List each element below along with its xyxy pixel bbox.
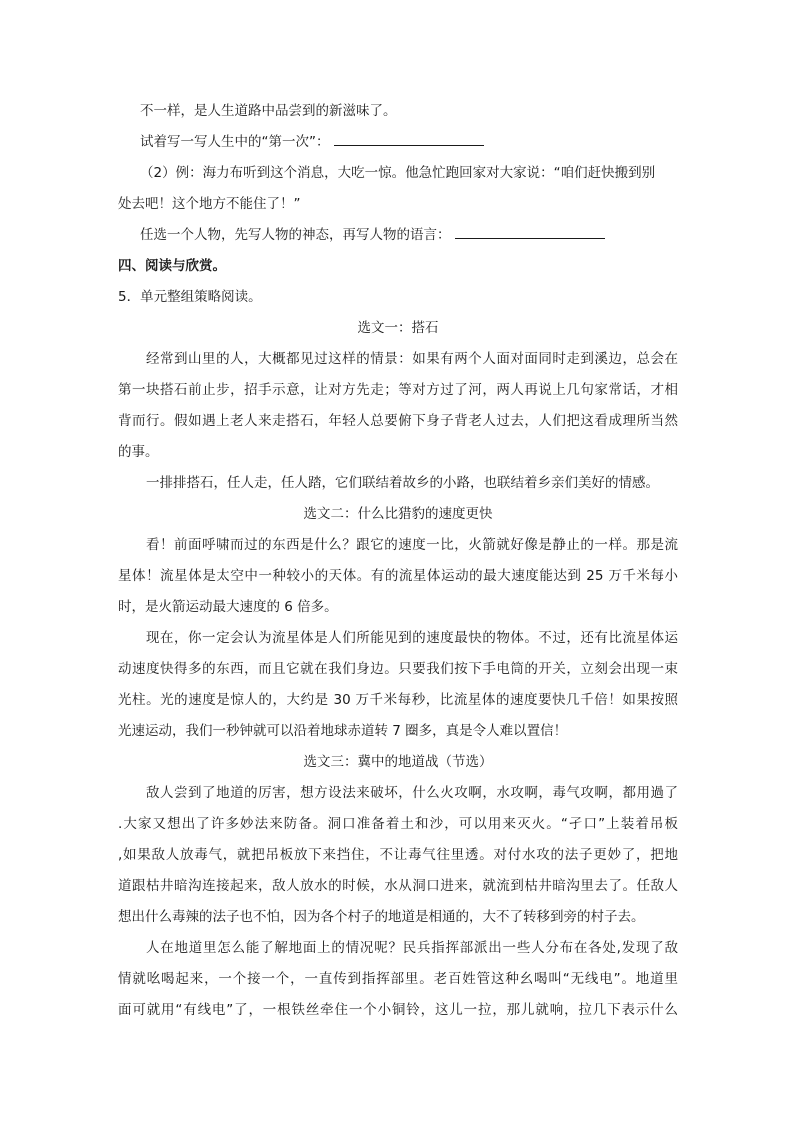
paragraph-line: 经常到山里的人，大概都见过这样的情景：如果有两个人面对面同时走到溪边，总会在 xyxy=(146,351,678,367)
question-number: 5．单元整组策略阅读。 xyxy=(118,289,262,305)
text-line: （2）例：海力布听到这个消息，大吃一惊。他急忙跑回家对大家说：“咱们赶快搬到别 xyxy=(140,165,656,181)
section-heading: 四、阅读与欣赏。 xyxy=(118,258,226,274)
paragraph-line: 背而行。假如遇上老人来走搭石，年轻人总要俯下身子背老人过去，人们把这看成理所当然 xyxy=(118,413,678,429)
document-page xyxy=(118,96,678,1026)
paragraph-line: 时，是火箭运动最大速度的 6 倍多。 xyxy=(118,599,338,615)
paragraph-line: ,如果敌人放毒气，就把吊板放下来挡住，不让毒气往里透。对付水攻的法子更妙了，把地 xyxy=(118,847,678,863)
paragraph-line: 星体！流星体是太空中一种较小的天体。有的流星体运动的最大速度能达到 25 万千米每小 xyxy=(118,568,678,584)
paragraph-line: .大家又想出了许多妙法来防备。洞口准备着土和沙，可以用来灭火。“孑口”上装着吊板 xyxy=(118,816,678,832)
passage-title: 选文一：搭石 xyxy=(357,320,439,336)
answer-blank[interactable] xyxy=(455,224,605,239)
prompt-text: 试着写一写人生中的“第一次”： xyxy=(140,134,330,150)
paragraph-line: 敌人尝到了地道的厉害，想方设法来破坏，什么火攻啊，水攻啊，毒气攻啊，都用過了 xyxy=(146,785,678,801)
paragraph-line: 光速运动，我们一秒钟就可以沿着地球赤道转 7 圈多，真是令人难以置信！ xyxy=(118,723,568,739)
passage-title: 选文二：什么比猎豹的速度更快 xyxy=(303,506,493,522)
exercise-prompt-character xyxy=(118,220,678,251)
paragraph-line: 想出什么毒辣的法子也不怕，因为各个村子的地道是相通的，大不了转移到旁的村子去。 xyxy=(118,909,645,925)
paragraph-line: 光柱。光的速度是惊人的，大约是 30 万千米每秒，比流星体的速度要快几千倍！如果按照 xyxy=(118,692,678,708)
paragraph-line: 情就吆喝起来，一个接一个，一直传到指挥部里。老百姓管这种幺喝叫“无线电”。地道里 xyxy=(118,971,678,987)
paragraph-line: 第一块搭石前止步，招手示意，让对方先走；等对方过了河，两人再说上几句家常话，才相 xyxy=(118,382,678,398)
paragraph-line: 动速度快得多的东西，而且它就在我们身边。只要我们按下手电筒的开关，立刻会出现一束 xyxy=(118,661,678,677)
answer-blank[interactable] xyxy=(334,131,484,146)
paragraph-line: 一排排搭石，任人走，任人踏，它们联结着故乡的小路，也联结着乡亲们美好的情感。 xyxy=(146,475,659,491)
paragraph-line: 看！前面呼啸而过的东西是什么？跟它的速度一比，火箭就好像是静止的一样。那是流 xyxy=(146,537,678,553)
paragraph-line: 人在地道里怎么能了解地面上的情况呢？民兵指挥部派出一些人分布在各处,发现了敌 xyxy=(146,940,678,956)
prompt-text: 任选一个人物，先写人物的神态，再写人物的语言： xyxy=(140,227,451,243)
exercise-prompt-first-time xyxy=(118,127,678,158)
passage-title: 选文三：冀中的地道战（节选） xyxy=(303,754,493,770)
text-line: 处去吧！这个地方不能住了！” xyxy=(118,196,301,212)
paragraph-line: 现在，你一定会认为流星体是人们所能见到的速度最快的物体。不过，还有比流星体运 xyxy=(146,630,678,646)
paragraph-line: 道跟枯井暗沟连接起来，敌人放水的时候，水从洞口进来，就流到枯井暗沟里去了。任敌人 xyxy=(118,878,678,894)
text-line: 不一样，是人生道路中品尝到的新滋味了。 xyxy=(140,103,397,119)
paragraph-line: 的事。 xyxy=(118,444,159,460)
paragraph-line: 面可就用“有线电”了，一根铁丝牵住一个小铜铃，这儿一拉，那儿就响，拉几下表示什么 xyxy=(118,1002,678,1018)
